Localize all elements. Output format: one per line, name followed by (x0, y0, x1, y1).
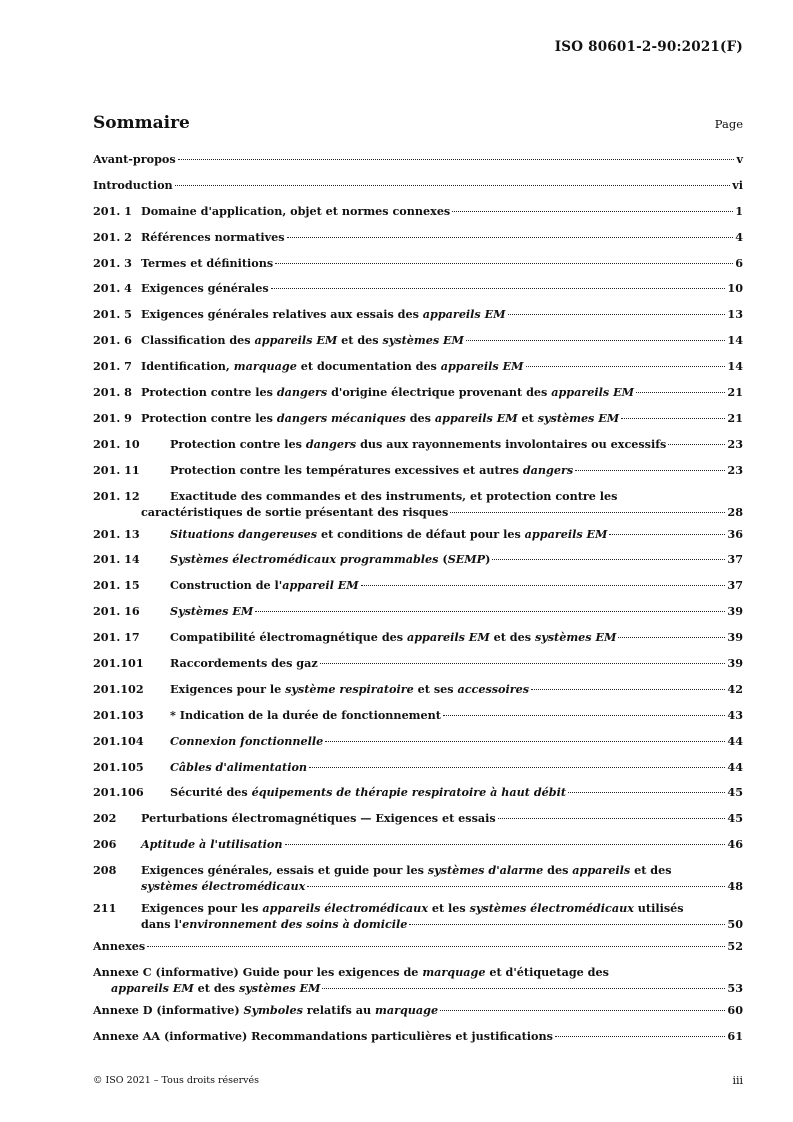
toc-entry[interactable] (93, 653, 743, 679)
toc-entry[interactable] (93, 149, 743, 175)
toc-entry-title (141, 863, 672, 877)
toc-entry-title (141, 837, 283, 851)
toc-entry-text-part: Aptitude à l'utilisation (141, 837, 283, 852)
dot-leader (531, 689, 725, 690)
toc-entry-text-part: appareils EM (524, 526, 608, 541)
toc-entry[interactable] (93, 575, 743, 601)
dot-leader (255, 611, 725, 612)
toc-entry-title-continued (141, 879, 305, 893)
toc-entry-text-part: appareil EM (282, 578, 359, 593)
toc-entry-text-part: accessoires (457, 681, 530, 696)
toc-entry-title (141, 333, 464, 347)
toc-entry-title (93, 1003, 438, 1017)
toc-entry-title (170, 552, 490, 566)
toc-entry-text-part: Annexe D (informative) (93, 1003, 244, 1018)
toc-entry-number: 201. 11 (93, 462, 140, 477)
toc-entry-page: 14 (727, 359, 743, 374)
toc-entry-text-part: Exactitude des commandes et des instruments, et protection contre les (170, 488, 618, 503)
toc-entry-text-part: Perturbations électromagnétiques — Exigences et essais (141, 811, 496, 826)
toc-entry-text-part: Protection contre les (141, 385, 277, 400)
dot-leader (526, 366, 726, 367)
toc-entry-title (141, 307, 506, 321)
toc-entry-number: 201. 1 (93, 203, 132, 218)
toc-entry-title-continued (111, 981, 320, 995)
toc-title: Sommaire (93, 113, 190, 133)
toc-entry-text-part: appareils EM (254, 333, 338, 348)
toc-entry-title (93, 965, 609, 979)
toc-entry-text-part: utilisés (633, 901, 684, 916)
toc-entry-text-part: et ses (413, 681, 458, 696)
dot-leader (440, 1010, 725, 1011)
toc-entry-title (170, 437, 666, 451)
dot-leader (325, 741, 725, 742)
toc-entry-title (170, 656, 318, 670)
dot-leader (636, 392, 725, 393)
toc-entry-text-part: Compatibilité électromagnétique des (170, 630, 407, 645)
toc-entry-title (170, 734, 323, 748)
toc-entry-text-part: systèmes EM (382, 333, 464, 348)
toc-entry-page: v (736, 152, 743, 166)
toc-entry-text-part: systèmes EM (534, 630, 617, 645)
dot-leader (492, 559, 725, 560)
toc-entry-page: vi (732, 177, 743, 192)
dot-leader (443, 715, 725, 716)
toc-entry[interactable] (93, 201, 743, 227)
toc-entry-text-part: ( (438, 552, 448, 567)
toc-entry-page: 36 (727, 526, 743, 541)
toc-entry-text-part: Sécurité des (170, 785, 252, 800)
toc-entry-title-continued (141, 917, 407, 931)
toc-entry-number: 202 (93, 811, 117, 826)
toc-entry[interactable] (93, 627, 743, 653)
toc-entry-number: 201. 8 (93, 385, 132, 400)
dot-leader (271, 288, 726, 289)
toc-entry-number: 201. 17 (93, 630, 140, 645)
toc-entry-number: 201. 5 (93, 307, 132, 322)
toc-entry-text-part: Classification des (141, 333, 255, 348)
toc-entry-text-part: des (405, 410, 435, 425)
toc-entry-page: 42 (727, 681, 743, 696)
toc-entry[interactable] (93, 962, 743, 1000)
dot-leader (498, 818, 726, 819)
toc-entry[interactable] (93, 757, 743, 783)
toc-entry-page: 23 (727, 436, 743, 451)
dot-leader (618, 637, 725, 638)
toc-entry-text-part: et (517, 410, 538, 425)
toc-entry[interactable] (93, 408, 743, 434)
toc-entry-page: 28 (727, 504, 743, 519)
toc-entry-text-part: appareils EM (551, 385, 634, 400)
toc-entry-text-part: systèmes EM (537, 410, 620, 425)
toc-entry-text-part: et conditions de défaut pour les (317, 526, 525, 541)
toc-entry-page: 43 (727, 707, 743, 722)
toc-entry-page: 52 (727, 939, 743, 954)
dot-leader (147, 946, 725, 947)
toc-entry-page: 1 (735, 203, 743, 218)
dot-leader (275, 263, 733, 264)
toc-entry-text-part: équipements de thérapie respiratoire à haut débit (251, 785, 567, 800)
toc-entry[interactable] (93, 705, 743, 731)
toc-entry-number: 201. 3 (93, 255, 132, 270)
toc-entry-title (170, 527, 607, 541)
toc-entry-page: 44 (727, 733, 743, 748)
toc-entry-text-part: Annexes (93, 939, 146, 954)
toc-entry-text-part: Exigences générales, essais et guide pour les (141, 863, 428, 878)
toc-entry[interactable] (93, 731, 743, 757)
toc-entry[interactable] (93, 253, 743, 279)
toc-entry-text-part: des (543, 863, 573, 878)
toc-entry-text-part: dus aux rayonnements involontaires ou excessifs (356, 436, 667, 451)
toc-entry-text-part: Identification, (141, 359, 234, 374)
toc-entry[interactable] (93, 330, 743, 356)
toc-entry-text-part: caractéristiques de sortie présentant des risques (141, 504, 449, 519)
dot-leader (307, 886, 725, 887)
dot-leader (285, 844, 726, 845)
toc-entry-text-part: Systèmes EM (170, 604, 254, 619)
toc-entry-title (93, 178, 173, 192)
toc-entry-number: 201. 16 (93, 604, 140, 619)
dot-leader (361, 585, 726, 586)
toc-entry-text-part: et d'étiquetage des (485, 965, 609, 980)
toc-entry-page: 44 (727, 759, 743, 774)
table-of-contents (93, 149, 743, 1052)
toc-entry-title (170, 708, 441, 722)
toc-entry[interactable] (93, 304, 743, 330)
toc-entry-title (93, 1029, 553, 1043)
document-id: ISO 80601-2-90:2021(F) (554, 39, 743, 55)
toc-entry-text-part: Symboles (243, 1003, 303, 1018)
dot-leader (322, 988, 725, 989)
toc-entry-page: 4 (735, 229, 743, 244)
toc-entry-title (141, 204, 450, 218)
toc-entry-text-part: Références normatives (141, 229, 285, 244)
toc-entry-title (170, 489, 617, 503)
toc-entry-title (170, 785, 566, 799)
toc-entry-title (141, 411, 619, 425)
toc-entry[interactable] (93, 679, 743, 705)
toc-entry[interactable] (93, 524, 743, 550)
dot-leader (450, 512, 725, 513)
toc-entry-number: 201. 13 (93, 526, 140, 541)
toc-entry-title (141, 256, 273, 270)
toc-entry-text-part: et des (630, 863, 672, 878)
toc-entry-text-part: Protection contre les températures excessives et autres (170, 462, 523, 477)
dot-leader (320, 663, 726, 664)
toc-entry-number: 201. 12 (93, 488, 140, 503)
toc-entry-text-part: dangers (522, 462, 574, 477)
toc-entry-text-part: Protection contre les (170, 436, 306, 451)
dot-leader (575, 470, 725, 471)
toc-entry-text-part: marquage (233, 359, 297, 374)
toc-entry-text-part: systèmes électromédicaux (469, 901, 634, 916)
toc-entry-number: 201.104 (93, 733, 144, 748)
toc-entry-page: 39 (727, 630, 743, 645)
toc-entry-text-part: système respiratoire (285, 681, 414, 696)
toc-entry-text-part: Introduction (93, 177, 173, 192)
toc-entry-title (170, 682, 529, 696)
toc-entry-number: 206 (93, 837, 117, 852)
toc-entry-number: 201. 14 (93, 552, 140, 567)
toc-entry-text-part: Termes et définitions (141, 255, 274, 270)
toc-entry-text-part: systèmes électromédicaux (141, 879, 306, 894)
toc-entry-text-part: * Indication de la durée de fonctionnement (170, 707, 441, 722)
toc-entry-page: 13 (727, 307, 743, 322)
toc-entry-text-part: dans l' (141, 917, 183, 932)
toc-entry-number: 211 (93, 901, 117, 916)
dot-leader (609, 534, 725, 535)
toc-entry[interactable] (93, 227, 743, 253)
toc-entry-number: 201.102 (93, 681, 144, 696)
toc-entry-text-part: Situations dangereuses (170, 526, 318, 541)
toc-entry-text-part: appareils EM (440, 359, 524, 374)
toc-entry-title (141, 901, 684, 915)
toc-entry-text-part: appareils EM (111, 981, 194, 996)
toc-entry-page: 61 (727, 1028, 743, 1043)
toc-entry-text-part: appareils EM (406, 630, 490, 645)
toc-entry-page: 60 (727, 1003, 743, 1018)
toc-entry-text-part: environnement des soins à domicile (182, 917, 408, 932)
toc-entry-text-part: marquage (375, 1003, 439, 1018)
toc-entry-page: 50 (727, 917, 743, 932)
dot-leader (555, 1036, 725, 1037)
toc-entry-text-part: et les (427, 901, 470, 916)
toc-entry-number: 201. 7 (93, 359, 132, 374)
toc-entry-text-part: et des (489, 630, 535, 645)
toc-entry[interactable] (93, 860, 743, 898)
toc-entry-text-part: Annexe C (informative) Guide pour les exigences de (93, 965, 423, 980)
toc-entry-page: 46 (727, 837, 743, 852)
toc-entry[interactable] (93, 936, 743, 962)
toc-entry-text-part: et des (193, 981, 239, 996)
toc-entry-text-part: dangers (276, 385, 328, 400)
footer-page-number: iii (732, 1074, 743, 1087)
toc-entry-page: 48 (727, 879, 743, 894)
toc-entry-text-part: Exigences pour le (170, 681, 286, 696)
toc-entry-text-part: Avant-propos (93, 152, 176, 166)
toc-entry-page: 6 (735, 255, 743, 270)
toc-entry-text-part: Câbles d'alimentation (170, 759, 308, 774)
toc-entry[interactable] (93, 1000, 743, 1026)
toc-entry[interactable] (93, 834, 743, 860)
toc-entry[interactable] (93, 382, 743, 408)
toc-entry-page: 14 (727, 333, 743, 348)
dot-leader (287, 237, 734, 238)
toc-entry-text-part: Raccordements des gaz (170, 656, 318, 671)
toc-entry-page: 37 (727, 578, 743, 593)
toc-entry-number: 201.101 (93, 656, 144, 671)
toc-entry-text-part: Protection contre les (141, 410, 277, 425)
dot-leader (309, 767, 725, 768)
toc-entry-title (141, 811, 496, 825)
toc-entry-title (141, 385, 634, 399)
toc-entry-title (170, 578, 359, 592)
toc-entry-number: 201. 2 (93, 229, 132, 244)
dot-leader (508, 314, 726, 315)
toc-entry-text-part: et documentation des (296, 359, 441, 374)
toc-entry-number: 201. 10 (93, 436, 140, 451)
toc-entry[interactable] (93, 486, 743, 524)
toc-entry-page: 39 (727, 656, 743, 671)
toc-entry-text-part: appareils (572, 863, 631, 878)
toc-entry[interactable] (93, 278, 743, 304)
dot-leader (178, 159, 735, 160)
toc-entry-title (170, 463, 573, 477)
toc-entry[interactable] (93, 782, 743, 808)
toc-entry[interactable] (93, 601, 743, 627)
toc-entry-text-part: appareils EM (434, 410, 518, 425)
toc-entry-number: 201. 9 (93, 410, 132, 425)
toc-entry-page: 10 (727, 281, 743, 296)
toc-entry-text-part: Exigences pour les (141, 901, 263, 916)
toc-entry-text-part: dangers mécaniques (276, 410, 406, 425)
toc-entry-page: 23 (727, 462, 743, 477)
toc-entry-number: 201.103 (93, 707, 144, 722)
toc-entry-page: 21 (727, 385, 743, 400)
toc-entry-title (170, 760, 307, 774)
toc-entry[interactable] (93, 356, 743, 382)
page-column-label: Page (714, 117, 743, 131)
toc-entry-page: 53 (727, 981, 743, 996)
toc-entry-text-part: Exigences générales (141, 281, 269, 296)
toc-entry[interactable] (93, 808, 743, 834)
toc-entry-text-part: ) (485, 552, 491, 567)
toc-entry-title (141, 359, 524, 373)
dot-leader (452, 211, 733, 212)
dot-leader (175, 185, 731, 186)
toc-entry-text-part: SEMP (447, 552, 486, 567)
footer-copyright: © ISO 2021 – Tous droits réservés (93, 1075, 260, 1086)
toc-entry-number: 201. 4 (93, 281, 132, 296)
toc-entry-text-part: relatifs au (302, 1003, 375, 1018)
toc-entry[interactable] (93, 898, 743, 936)
toc-entry-text-part: systèmes EM (238, 981, 321, 996)
toc-entry-text-part: appareils EM (422, 307, 506, 322)
dot-leader (409, 924, 725, 925)
toc-entry-number: 201. 6 (93, 333, 132, 348)
toc-entry-number: 201.105 (93, 759, 144, 774)
toc-entry-page: 45 (727, 785, 743, 800)
toc-entry-text-part: Connexion fonctionnelle (170, 733, 324, 748)
toc-entry-text-part: Construction de l' (170, 578, 283, 593)
toc-entry-text-part: appareils électromédicaux (262, 901, 428, 916)
toc-entry-text-part: Domaine d'application, objet et normes connexes (141, 203, 451, 218)
toc-entry-title (93, 939, 145, 953)
dot-leader (466, 340, 725, 341)
toc-entry-text-part: Systèmes électromédicaux programmables (170, 552, 439, 567)
toc-entry-number: 201. 15 (93, 578, 140, 593)
toc-entry[interactable] (93, 549, 743, 575)
toc-entry-text-part: Annexe AA (informative) Recommandations particulières et justifications (93, 1028, 553, 1043)
toc-entry-page: 21 (727, 410, 743, 425)
toc-entry-title (141, 230, 285, 244)
toc-entry-page: 37 (727, 552, 743, 567)
toc-entry-text-part: Exigences générales relatives aux essais des (141, 307, 423, 322)
toc-entry-title (170, 630, 616, 644)
toc-entry[interactable] (93, 434, 743, 460)
toc-entry[interactable] (93, 1026, 743, 1052)
toc-entry-title (170, 604, 253, 618)
toc-entry-number: 208 (93, 863, 117, 878)
toc-entry-text-part: et des (337, 333, 383, 348)
toc-entry-title (93, 152, 176, 166)
toc-entry-text-part: marquage (422, 965, 486, 980)
dot-leader (668, 444, 725, 445)
toc-entry-title-continued (141, 505, 448, 519)
toc-entry[interactable] (93, 175, 743, 201)
toc-entry-page: 39 (727, 604, 743, 619)
toc-entry-number: 201.106 (93, 785, 144, 800)
toc-entry[interactable] (93, 460, 743, 486)
dot-leader (621, 418, 725, 419)
toc-entry-text-part: d'origine électrique provenant des (327, 385, 552, 400)
toc-entry-text-part: dangers (305, 436, 357, 451)
dot-leader (568, 792, 725, 793)
toc-entry-text-part: systèmes d'alarme (427, 863, 544, 878)
toc-entry-title (141, 281, 269, 295)
toc-entry-page: 45 (727, 811, 743, 826)
